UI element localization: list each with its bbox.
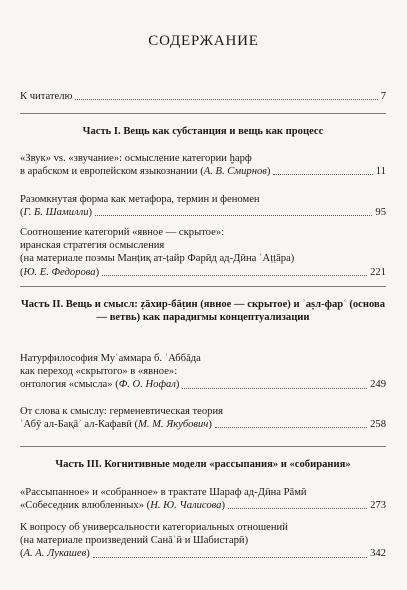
leader-dots bbox=[75, 99, 377, 100]
leader-dots bbox=[95, 215, 372, 216]
toc-entry[interactable]: От слова к смыслу: герменевтическая теория ʾАбӯ ал-Бақāʾ ал-Кафавӣ (М. М. Якубович) 258 bbox=[20, 406, 386, 431]
entry-title: ʾАбӯ ал-Бақāʾ ал-Кафавӣ bbox=[20, 419, 132, 431]
part-heading: Часть I. Вещь как субстанция и вещь как процесс bbox=[82, 126, 324, 137]
entry-title: Соотношение категорий «явное — скрытое»: bbox=[20, 227, 225, 238]
part-heading: Часть II. Вещь и смысл: ẓāхир-бāṭин (явное — скрытое) и ʾаṣл-фарʿ (основа — ветвь) как парадигмы концептуализации bbox=[20, 299, 386, 324]
toc-entry[interactable]: Разомкнутая форма как метафора, термин и феномен (Г. Б. Шамилли) 95 bbox=[20, 194, 386, 219]
entry-title: От слова к смыслу: герменевтическая теория bbox=[20, 406, 224, 417]
entry-title: К читателю bbox=[20, 91, 73, 102]
entry-title: (на материале произведений Санāʾӣ и Шабистарӣ) bbox=[20, 535, 249, 547]
page-number: 342 bbox=[370, 548, 386, 560]
entry-title: «Звук» vs. «звучание»: осмысление категории ḫарф bbox=[20, 153, 252, 164]
leader-dots bbox=[102, 275, 367, 276]
entry-title: как переход «скрытого» в «явное»: bbox=[20, 366, 178, 378]
entry-title: иранская стратегия осмысления bbox=[20, 240, 165, 252]
entry-author: А. В. Смирнов bbox=[203, 166, 267, 178]
leader-dots bbox=[273, 174, 372, 175]
entry-author: Н. Ю. Чалисова bbox=[150, 500, 222, 512]
leader-dots bbox=[228, 508, 367, 509]
toc-entry[interactable]: Натурфилософия Муʿаммара б. ʿАббāда как переход «скрытого» в «явное»: онтология «смысла» (Ф. О. Нофал) 249 bbox=[20, 353, 386, 391]
toc-entry[interactable] bbox=[20, 90, 386, 103]
entry-title: онтология «смысла» bbox=[20, 379, 113, 391]
entry-title: К вопросу об универсальности категориальных отношений bbox=[20, 522, 288, 533]
page-number: 7 bbox=[380, 91, 386, 102]
entry-title: в арабском и европейском языкознании bbox=[20, 166, 198, 178]
entry-title: Натурфилософия Муʿаммара б. ʿАббāда bbox=[20, 353, 201, 364]
page-title: СОДЕРЖАНИЕ bbox=[148, 33, 259, 49]
entry-title: «Рассыпанное» и «собранное» в трактате Шараф ад-Дӣна Рāмӣ bbox=[20, 487, 307, 498]
divider bbox=[20, 446, 386, 447]
entry-author: М. М. Якубович bbox=[138, 419, 209, 431]
page-number: 11 bbox=[375, 166, 386, 178]
page-number: 95 bbox=[375, 207, 386, 219]
page-number: 249 bbox=[370, 379, 386, 391]
page-number: 273 bbox=[370, 500, 386, 512]
toc-entry[interactable]: «Звук» vs. «звучание»: осмысление категории ḫарф в арабском и европейском языкознании (А. В. Смирнов) 11 bbox=[20, 153, 386, 178]
entry-author: Г. Б. Шамилли bbox=[23, 207, 89, 219]
page-number: 258 bbox=[370, 419, 386, 431]
page-number: 221 bbox=[370, 266, 386, 278]
toc-entry[interactable]: Соотношение категорий «явное — скрытое»: иранская стратегия осмысления (на материале поэмы Манṭиқ ат-ṭайр Фарӣд ад-Дӣна ʿАṭṭāра) (Ю. Е. Федорова) 221 bbox=[20, 227, 386, 278]
entry-author: А. А. Лукашев bbox=[23, 548, 87, 560]
divider bbox=[20, 286, 386, 287]
part-heading: Часть III. Когнитивные модели «рассыпания» и «собирания» bbox=[55, 459, 351, 470]
entry-author: Ю. Е. Федорова bbox=[23, 266, 96, 278]
entry-author: Ф. О. Нофал bbox=[118, 379, 176, 391]
leader-dots bbox=[215, 427, 367, 428]
leader-dots bbox=[182, 388, 367, 389]
toc-entry[interactable]: К вопросу об универсальности категориальных отношений (на материале произведений Санāʾӣ и Шабистарӣ) (А. А. Лукашев) 342 bbox=[20, 522, 386, 560]
leader-dots bbox=[93, 557, 367, 558]
toc-entry[interactable]: «Рассыпанное» и «собранное» в трактате Шараф ад-Дӣна Рāмӣ «Собеседник влюбленных» (Н. Ю. Чалисова) 273 bbox=[20, 487, 386, 512]
entry-title: Разомкнутая форма как метафора, термин и феномен bbox=[20, 194, 260, 205]
entry-title: (на материале поэмы Манṭиқ ат-ṭайр Фарӣд ад-Дӣна ʿАṭṭāра) bbox=[20, 253, 295, 265]
divider bbox=[20, 113, 386, 114]
entry-title: «Собеседник влюбленных» bbox=[20, 500, 145, 512]
